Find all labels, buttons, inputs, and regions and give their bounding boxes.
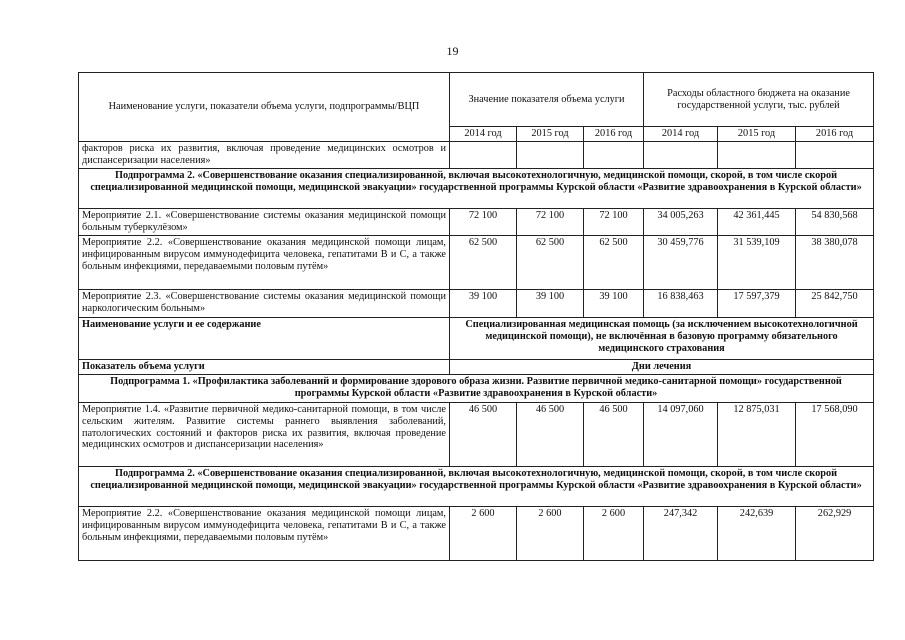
value-cell: 16 838,463 — [644, 289, 718, 317]
value-cell: 242,639 — [718, 506, 796, 560]
year-cell: 2015 год — [517, 127, 584, 142]
header-row — [79, 73, 874, 127]
continued-text: факторов риска их развития, включая проведение медицинских осмотров и диспансеризации населения» — [79, 141, 450, 168]
service-row — [79, 317, 874, 359]
value-cell: 14 097,060 — [644, 402, 718, 466]
value-cell: 17 597,379 — [718, 289, 796, 317]
value-cell: 247,342 — [644, 506, 718, 560]
service-label: Наименование услуги и ее содержание — [79, 317, 450, 359]
year-cell: 2014 год — [450, 127, 517, 142]
value-cell: 25 842,750 — [796, 289, 874, 317]
subprogram-row — [79, 374, 874, 402]
activity-name: Мероприятие 2.2. «Совершенствование оказания медицинской помощи лицам, инфицированным вирусом иммунодефицита человека, гепатитами В и С, а также больным инфекциями, передаваемыми половым путём» — [79, 506, 450, 560]
value-cell: 62 500 — [450, 235, 517, 289]
budget-table — [78, 72, 874, 561]
activity-name: Мероприятие 2.2. «Совершенствование оказания медицинской помощи лицам, инфицированным вирусом иммунодефицита человека, гепатитами В и С, а также больным инфекциями, передаваемыми половым путём» — [79, 235, 450, 289]
year-cell: 2016 год — [796, 127, 874, 142]
value-cell: 30 459,776 — [644, 235, 718, 289]
value-cell: 39 100 — [517, 289, 584, 317]
value-cell: 38 380,078 — [796, 235, 874, 289]
value-cell: 62 500 — [584, 235, 644, 289]
activity-name: Мероприятие 2.1. «Совершенствование системы оказания медицинской помощи больным туберкулёзом» — [79, 208, 450, 235]
value-cell: 72 100 — [517, 208, 584, 235]
year-cell: 2014 год — [644, 127, 718, 142]
value-cell: 46 500 — [450, 402, 517, 466]
header-indicator: Значение показателя объема услуги — [450, 73, 644, 127]
indicator-value: Дни лечения — [450, 359, 874, 374]
value-cell: 31 539,109 — [718, 235, 796, 289]
value-cell: 12 875,031 — [718, 402, 796, 466]
subprogram-row — [79, 168, 874, 208]
value-cell: 2 600 — [517, 506, 584, 560]
value-cell: 42 361,445 — [718, 208, 796, 235]
table-row — [79, 235, 874, 289]
table-row — [79, 402, 874, 466]
value-cell: 72 100 — [584, 208, 644, 235]
value-cell: 46 500 — [517, 402, 584, 466]
activity-name: Мероприятие 1.4. «Развитие первичной медико-санитарной помощи, в том числе сельским жителям. Развитие системы раннего выявления заболеваний, патологических состояний и факторов риска их развития, включая проведение медицинских осмотров и диспансеризации населения» — [79, 402, 450, 466]
table-row — [79, 208, 874, 235]
value-cell: 17 568,090 — [796, 402, 874, 466]
activity-name: Мероприятие 2.3. «Совершенствование системы оказания медицинской помощи наркологическим больным» — [79, 289, 450, 317]
service-name: Специализированная медицинская помощь (за исключением высокотехнологичной медицинской помощи), не включённая в базовую программу обязательного медицинского страхования — [450, 317, 874, 359]
value-cell: 34 005,263 — [644, 208, 718, 235]
indicator-row — [79, 359, 874, 374]
header-name: Наименование услуги, показатели объема услуги, подпрограммы/ВЦП — [79, 73, 450, 142]
year-cell: 2015 год — [718, 127, 796, 142]
value-cell: 262,929 — [796, 506, 874, 560]
indicator-label: Показатель объема услуги — [79, 359, 450, 374]
header-expenses: Расходы областного бюджета на оказание государственной услуги, тыс. рублей — [644, 73, 874, 127]
value-cell: 39 100 — [584, 289, 644, 317]
value-cell: 72 100 — [450, 208, 517, 235]
value-cell: 54 830,568 — [796, 208, 874, 235]
subprogram-row — [79, 466, 874, 506]
table-row — [79, 506, 874, 560]
table-row — [79, 141, 874, 168]
value-cell: 46 500 — [584, 402, 644, 466]
page-number: 19 — [446, 44, 459, 58]
subprogram2-title: Подпрограмма 2. «Совершенствование оказания специализированной, включая высокотехнологичную, медицинской помощи, скорой, в том числе скорой специализированной медицинской помощи, медицинской эвакуации» государственной программы Курской области «Развитие здравоохранения в Курской области» — [79, 466, 874, 506]
value-cell: 2 600 — [450, 506, 517, 560]
value-cell: 39 100 — [450, 289, 517, 317]
year-cell: 2016 год — [584, 127, 644, 142]
value-cell: 62 500 — [517, 235, 584, 289]
table-row — [79, 289, 874, 317]
subprogram2-title: Подпрограмма 2. «Совершенствование оказания специализированной, включая высокотехнологичную, медицинской помощи, скорой, в том числе скорой специализированной медицинской помощи, медицинской эвакуации» государственной программы Курской области «Развитие здравоохранения в Курской области» — [79, 168, 874, 208]
value-cell: 2 600 — [584, 506, 644, 560]
subprogram1-title: Подпрограмма 1. «Профилактика заболеваний и формирование здорового образа жизни. Развитие первичной медико-санитарной помощи» государственной программы Курской области «Развитие здравоохранения в Курской области» — [79, 374, 874, 402]
